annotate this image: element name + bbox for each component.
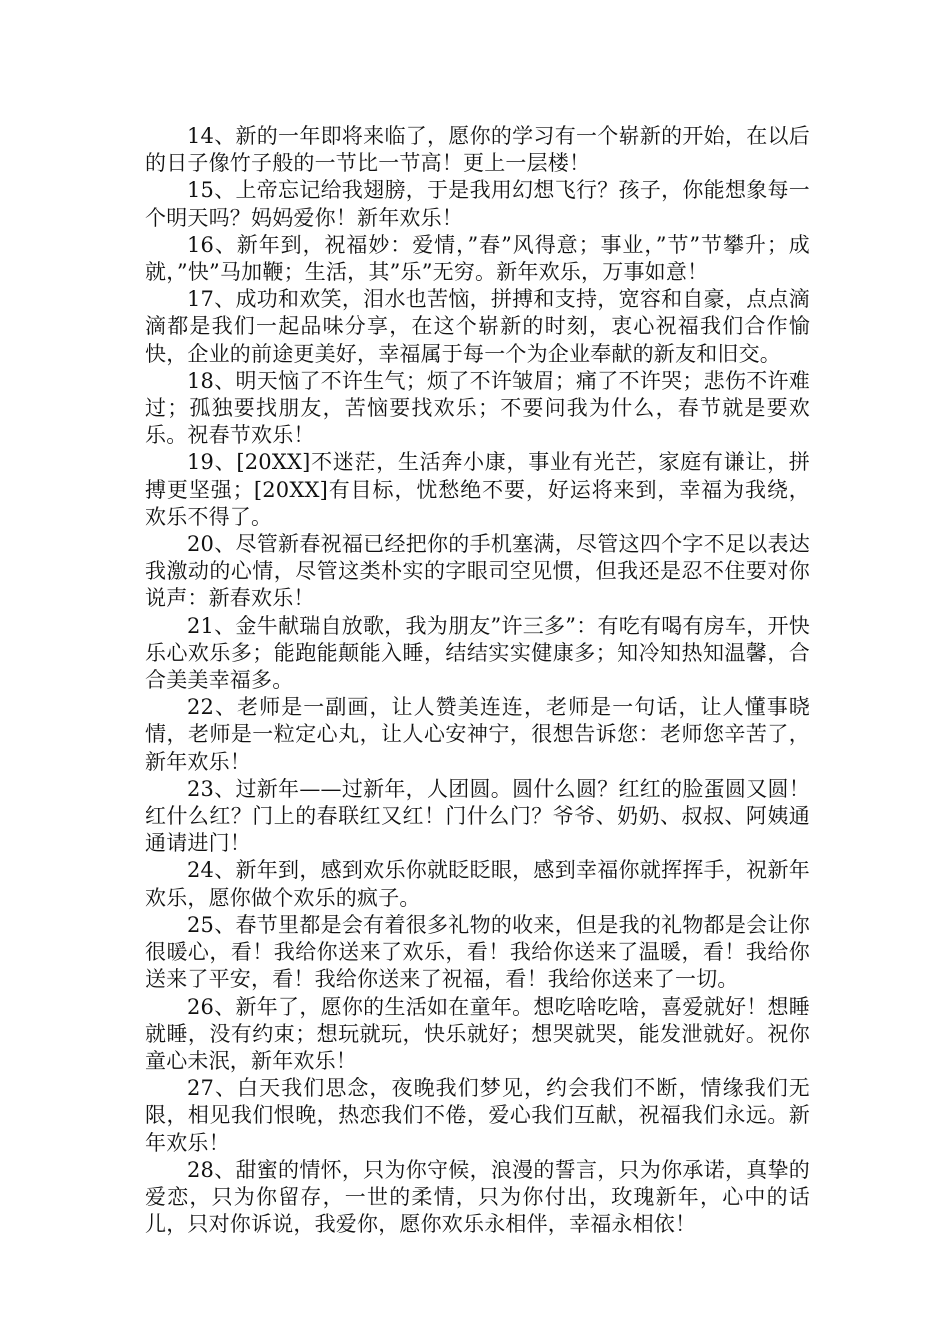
paragraph-14: 14、新的一年即将来临了，愿你的学习有一个崭新的开始，在以后的日子像竹子般的一节比一节高！更上一层楼！ <box>145 124 810 176</box>
paragraph-25: 25、春节里都是会有着很多礼物的收来，但是我的礼物都是会让你很暖心，看！我给你送来了欢乐，看！我给你送来了温暖，看！我给你送来了平安，看！我给你送来了祝福，看！我给你送来了一切。 <box>145 912 810 992</box>
paragraph-22: 22、老师是一副画，让人赞美连连，老师是一句话，让人懂事晓情，老师是一粒定心丸，让人心安神宁，很想告诉您：老师您辛苦了，新年欢乐！ <box>145 695 810 774</box>
paragraph-21: 21、金牛献瑞自放歌，我为朋友”许三多”：有吃有喝有房车，开快乐心欢乐多；能跑能颠能入睡，结结实实健康多；知冷知热知温馨，合合美美幸福多。 <box>145 613 810 693</box>
paragraph-18: 18、明天恼了不许生气；烦了不许皱眉；痛了不许哭；悲伤不许难过；孤独要找朋友，苦恼要找欢乐；不要问我为什么，春节就是要欢乐。祝春节欢乐！ <box>145 368 810 448</box>
paragraph-24: 24、新年到，感到欢乐你就眨眨眼，感到幸福你就挥挥手，祝新年欢乐，愿你做个欢乐的疯子。 <box>145 858 810 910</box>
paragraph-15: 15、上帝忘记给我翅膀，于是我用幻想飞行？孩子，你能想象每一个明天吗？妈妈爱你！新年欢乐！ <box>145 178 810 230</box>
paragraph-23: 23、过新年——过新年，人团圆。圆什么圆？红红的脸蛋圆又圆！红什么红？门上的春联红又红！门什么门？爷爷、奶奶、叔叔、阿姨通通请进门！ <box>145 776 810 856</box>
paragraph-20: 20、尽管新春祝福已经把你的手机塞满，尽管这四个字不足以表达我激动的心情，尽管这类朴实的字眼司空见惯，但我还是忍不住要对你说声：新春欢乐！ <box>145 532 810 611</box>
paragraph-27: 27、白天我们思念，夜晚我们梦见，约会我们不断，情缘我们无限，相见我们恨晚，热恋我们不倦，爱心我们互献，祝福我们永远。新年欢乐！ <box>145 1076 810 1155</box>
paragraph-16: 16、新年到，祝福妙：爱情，”春”风得意；事业，”节”节攀升；成就，”快”马加鞭；生活，其”乐”无穷。新年欢乐，万事如意！ <box>145 232 810 285</box>
paragraph-28: 28、甜蜜的情怀，只为你守候，浪漫的誓言，只为你承诺，真挚的爱恋，只为你留存，一世的柔情，只为你付出，玫瑰新年，心中的话儿，只对你诉说，我爱你，愿你欢乐永相伴，幸福永相依！ <box>145 1157 810 1237</box>
paragraph-26: 26、新年了，愿你的生活如在童年。想吃啥吃啥，喜爱就好！想睡就睡，没有约束；想玩就玩，快乐就好；想哭就哭，能发泄就好。祝你童心未泯，新年欢乐！ <box>145 994 810 1073</box>
paragraph-19: 19、[20XX]不迷茫，生活奔小康，事业有光芒，家庭有谦让，拼搏更坚强；[20XX]有目标，忧愁绝不要，好运将来到，幸福为我绕，欢乐不得了。 <box>145 450 810 529</box>
document-body <box>145 123 810 1238</box>
paragraph-17: 17、成功和欢笑，泪水也苦恼，拼搏和支持，宽容和自豪，点点滴滴都是我们一起品味分享，在这个崭新的时刻，衷心祝福我们合作愉快，企业的前途更美好，幸福属于每一个为企业奉献的新友和旧交。 <box>145 287 810 366</box>
